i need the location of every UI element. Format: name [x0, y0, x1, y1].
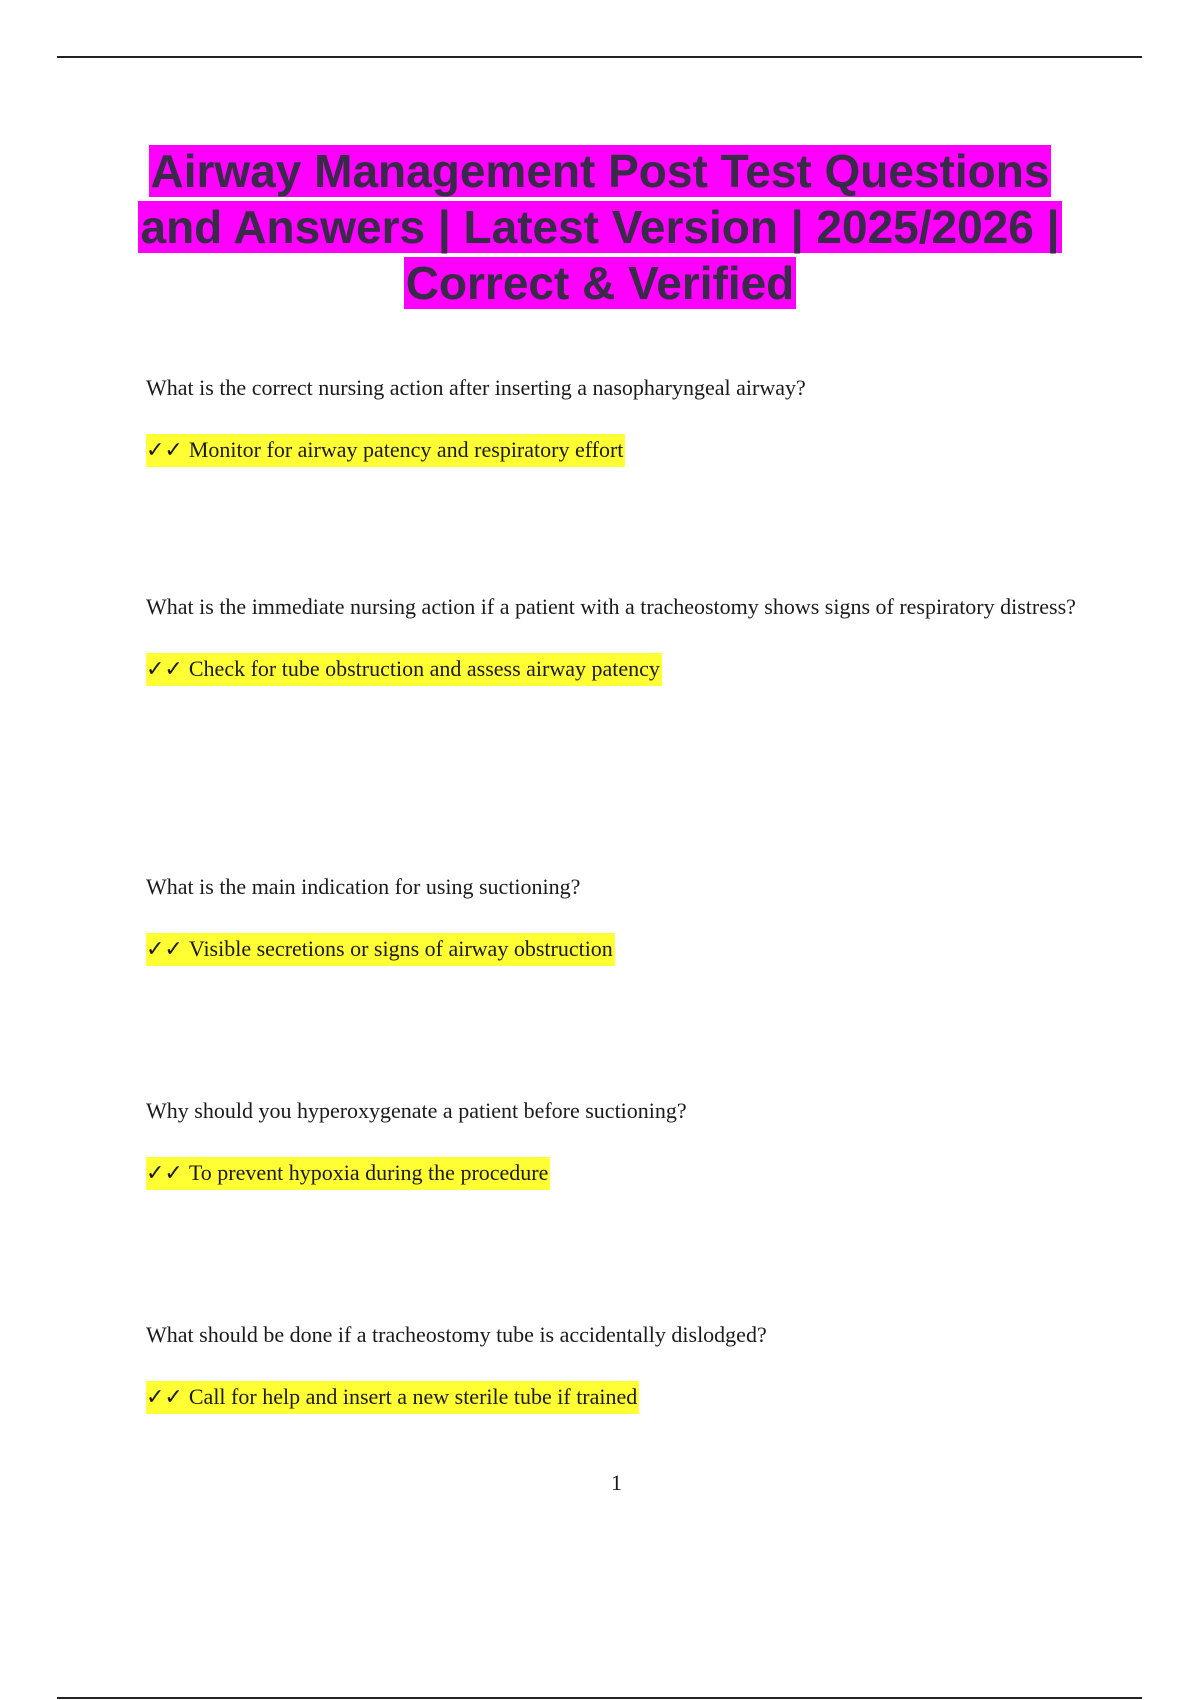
- answer-label: Visible secretions or signs of airway obstruction: [188, 936, 613, 961]
- qa-item-4: [146, 1083, 1086, 1190]
- footer-rule: [57, 1697, 1142, 1699]
- check-icon: ✓✓: [146, 657, 183, 682]
- answer-text: [146, 1157, 550, 1190]
- check-icon: ✓✓: [146, 1385, 183, 1410]
- answer-label: Call for help and insert a new sterile tube if trained: [188, 1384, 638, 1409]
- header-rule: [57, 56, 1142, 58]
- answer-text: [146, 434, 625, 467]
- qa-item-5: [146, 1307, 1086, 1414]
- check-icon: ✓✓: [146, 937, 183, 962]
- answer-label: To prevent hypoxia during the procedure: [188, 1160, 549, 1185]
- answer-text: [146, 933, 615, 966]
- answer-label: Check for tube obstruction and assess airway patency: [188, 656, 660, 681]
- question-text: What is the main indication for using suctioning?: [146, 874, 581, 899]
- answer-text: [146, 1381, 639, 1414]
- qa-item-3: [146, 859, 1086, 966]
- question-text: Why should you hyperoxygenate a patient before suctioning?: [146, 1098, 687, 1123]
- qa-item-2: [146, 579, 1086, 686]
- question-text: What is the immediate nursing action if a patient with a tracheostomy shows signs of respiratory distress?: [146, 594, 1076, 619]
- title-text: Airway Management Post Test Questions and Answers | Latest Version | 2025/2026 | Correct & Verified: [140, 145, 1060, 309]
- question-text: What should be done if a tracheostomy tube is accidentally dislodged?: [146, 1322, 767, 1347]
- check-icon: ✓✓: [146, 1161, 183, 1186]
- document-title: [120, 143, 1080, 311]
- answer-text: [146, 653, 662, 686]
- qa-item-1: [146, 360, 1086, 467]
- page-number: 1: [611, 1470, 622, 1495]
- check-icon: ✓✓: [146, 438, 183, 463]
- question-text: What is the correct nursing action after inserting a nasopharyngeal airway?: [146, 375, 806, 400]
- answer-label: Monitor for airway patency and respiratory effort: [188, 437, 624, 462]
